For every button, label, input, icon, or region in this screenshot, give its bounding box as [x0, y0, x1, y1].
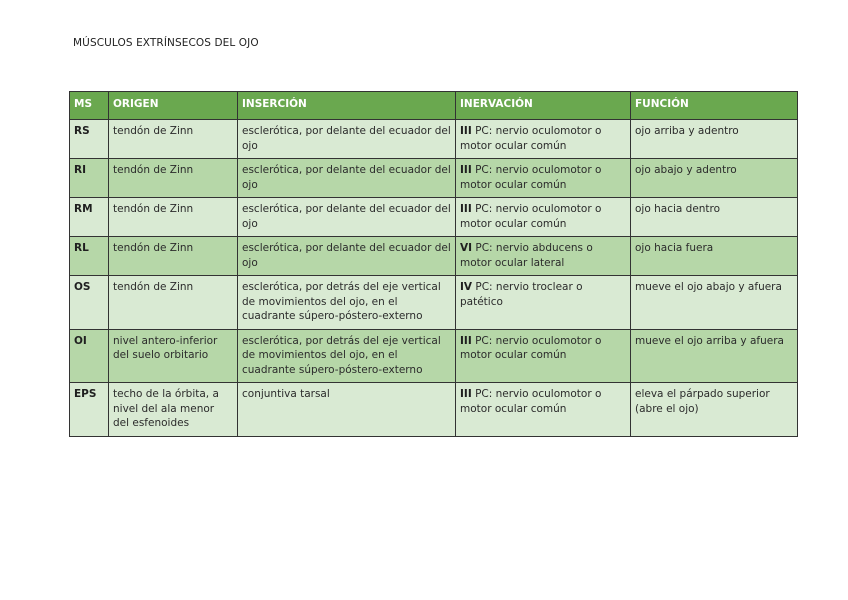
- table-row: [70, 159, 798, 198]
- cell-inervacion: [456, 120, 631, 159]
- nerve-code: IV: [460, 281, 473, 293]
- cell-insercion: esclerótica, por delante del ecuador del ojo: [238, 237, 456, 276]
- muscles-table: [69, 91, 798, 437]
- cell-ms: OI: [70, 329, 109, 383]
- cell-insercion: esclerótica, por delante del ecuador del ojo: [238, 159, 456, 198]
- cell-funcion: ojo arriba y adentro: [631, 120, 798, 159]
- nerve-text: PC: nervio troclear o patético: [460, 281, 583, 308]
- cell-inervacion: [456, 237, 631, 276]
- nerve-text: PC: nervio oculomotor o motor ocular común: [460, 388, 602, 415]
- table-row: [70, 198, 798, 237]
- cell-origen: tendón de Zinn: [109, 120, 238, 159]
- table-row: [70, 276, 798, 330]
- cell-funcion: ojo hacia fuera: [631, 237, 798, 276]
- table-header-row: [70, 92, 798, 120]
- header-insercion: INSERCIÓN: [238, 92, 456, 120]
- header-origen: ORIGEN: [109, 92, 238, 120]
- header-ms: MS: [70, 92, 109, 120]
- cell-funcion: ojo abajo y adentro: [631, 159, 798, 198]
- cell-inervacion: [456, 383, 631, 437]
- cell-funcion: ojo hacia dentro: [631, 198, 798, 237]
- nerve-text: PC: nervio oculomotor o motor ocular común: [460, 164, 602, 191]
- cell-insercion: esclerótica, por detrás del eje vertical de movimientos del ojo, en el cuadrante súpero-póstero-externo: [238, 276, 456, 330]
- cell-funcion: eleva el párpado superior (abre el ojo): [631, 383, 798, 437]
- nerve-text: PC: nervio abducens o motor ocular lateral: [460, 242, 593, 269]
- table-row: [70, 329, 798, 383]
- cell-origen: nivel antero-inferior del suelo orbitario: [109, 329, 238, 383]
- cell-insercion: esclerótica, por delante del ecuador del ojo: [238, 198, 456, 237]
- table-row: [70, 383, 798, 437]
- cell-origen: tendón de Zinn: [109, 237, 238, 276]
- nerve-code: III: [460, 164, 472, 176]
- cell-ms: EPS: [70, 383, 109, 437]
- cell-inervacion: [456, 329, 631, 383]
- nerve-text: PC: nervio oculomotor o motor ocular común: [460, 203, 602, 230]
- nerve-code: III: [460, 388, 472, 400]
- nerve-code: III: [460, 334, 472, 347]
- cell-ms: RL: [70, 237, 109, 276]
- header-inervacion: INERVACIÓN: [456, 92, 631, 120]
- cell-inervacion: [456, 159, 631, 198]
- cell-insercion: conjuntiva tarsal: [238, 383, 456, 437]
- header-funcion: FUNCIÓN: [631, 92, 798, 120]
- cell-funcion: mueve el ojo abajo y afuera: [631, 276, 798, 330]
- cell-ms: RM: [70, 198, 109, 237]
- cell-inervacion: [456, 198, 631, 237]
- table-row: [70, 120, 798, 159]
- cell-origen: tendón de Zinn: [109, 159, 238, 198]
- nerve-text: PC: nervio oculomotor o motor ocular común: [460, 125, 602, 152]
- nerve-code: III: [460, 203, 472, 215]
- nerve-code: III: [460, 125, 472, 137]
- cell-insercion: esclerótica, por detrás del eje vertical de movimientos del ojo, en el cuadrante súpero-póstero-externo: [238, 329, 456, 383]
- nerve-code: VI: [460, 242, 473, 254]
- nerve-text: PC: nervio oculomotor o motor ocular común: [460, 334, 602, 361]
- document-title: MÚSCULOS EXTRÍNSECOS DEL OJO: [73, 37, 259, 49]
- cell-inervacion: [456, 276, 631, 330]
- table-row: [70, 237, 798, 276]
- cell-origen: techo de la órbita, a nivel del ala menor del esfenoides: [109, 383, 238, 437]
- cell-ms: OS: [70, 276, 109, 330]
- cell-insercion: esclerótica, por delante del ecuador del ojo: [238, 120, 456, 159]
- cell-origen: tendón de Zinn: [109, 198, 238, 237]
- cell-ms: RS: [70, 120, 109, 159]
- cell-origen: tendón de Zinn: [109, 276, 238, 330]
- cell-ms: RI: [70, 159, 109, 198]
- cell-funcion: mueve el ojo arriba y afuera: [631, 329, 798, 383]
